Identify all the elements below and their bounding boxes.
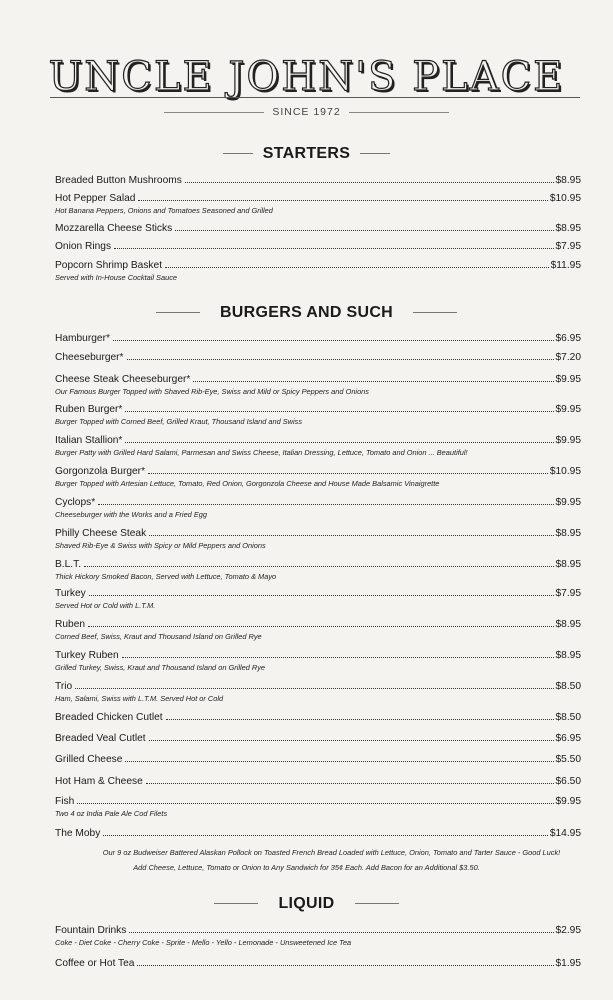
- item-price: $8.50: [555, 712, 581, 723]
- item-price: $14.95: [549, 828, 581, 839]
- menu-item: [55, 404, 581, 426]
- item-name: Onion Rings: [55, 241, 112, 252]
- item-price: $7.95: [555, 588, 581, 599]
- item-price: $8.95: [555, 650, 581, 661]
- item-price: $2.95: [555, 925, 581, 936]
- dot-leader: [138, 200, 547, 201]
- item-description: Corned Beef, Swiss, Kraut and Thousand Island on Grilled Rye: [55, 632, 262, 641]
- dot-leader: [148, 473, 548, 474]
- item-description: Served Hot or Cold with L.T.M.: [55, 601, 156, 610]
- dot-leader: [149, 535, 553, 536]
- item-price: $7.95: [555, 241, 581, 252]
- dot-leader: [127, 359, 554, 360]
- item-name: Turkey Ruben: [55, 650, 119, 661]
- item-name: Breaded Button Mushrooms: [55, 175, 182, 186]
- menu-item: [55, 619, 581, 641]
- item-name: Philly Cheese Steak: [55, 528, 147, 539]
- item-price: $8.95: [555, 619, 581, 630]
- item-description: Our Famous Burger Topped with Shaved Rib-Eye, Swiss and Mild or Spicy Peppers and Onions: [55, 387, 369, 396]
- item-description: Hot Banana Peppers, Onions and Tomatoes Seasoned and Grilled: [55, 206, 273, 215]
- item-name: Cheese Steak Cheeseburger*: [55, 374, 191, 385]
- dot-leader: [125, 442, 553, 443]
- dot-leader: [175, 230, 553, 231]
- item-description: Burger Topped with Artesian Lettuce, Tomato, Red Onion, Gorgonzola Cheese and House Made Balsamic Vinaigrette: [55, 479, 440, 488]
- dot-leader: [149, 740, 554, 741]
- item-price: $6.95: [555, 333, 581, 344]
- item-price: $6.50: [555, 776, 581, 787]
- item-description: Grilled Turkey, Swiss, Kraut and Thousand Island on Grilled Rye: [55, 663, 266, 672]
- item-name: Italian Stallion*: [55, 435, 123, 446]
- dot-leader: [88, 626, 553, 627]
- menu-item: [55, 754, 581, 766]
- dot-leader: [84, 566, 553, 567]
- item-name: Gorgonzola Burger*: [55, 466, 146, 477]
- dot-leader: [103, 835, 548, 836]
- item-price: $1.95: [555, 958, 581, 969]
- item-name: Fish: [55, 796, 75, 807]
- menu-item: [55, 958, 581, 970]
- restaurant-title: UNCLE JOHN'S PLACE: [48, 54, 565, 100]
- item-name: Hot Pepper Salad: [55, 193, 136, 204]
- item-name: Mozzarella Cheese Sticks: [55, 223, 173, 234]
- menu-item: [55, 925, 581, 947]
- menu-item: [55, 352, 581, 364]
- item-price: $9.95: [555, 404, 581, 415]
- item-price: $6.95: [555, 733, 581, 744]
- menu-item: [55, 193, 581, 215]
- dot-leader: [89, 595, 554, 596]
- item-price: $9.95: [555, 796, 581, 807]
- dot-leader: [165, 267, 549, 268]
- menu-item: [55, 733, 581, 745]
- moby-note: Our 9 oz Budweiser Battered Alaskan Pollock on Toasted French Bread Loaded with Lettuce, Onion, Tomato and Tarter Sauce - Good Luck!: [102, 848, 561, 857]
- heading-dash: [355, 903, 399, 904]
- item-name: Grilled Cheese: [55, 754, 123, 765]
- item-description: Ham, Salami, Swiss with L.T.M. Served Hot or Cold: [55, 694, 224, 703]
- section-title-text: STARTERS: [262, 145, 351, 162]
- menu-item: [55, 528, 581, 550]
- heading-dash: [413, 312, 457, 313]
- item-name: Hot Ham & Cheese: [55, 776, 143, 787]
- section-title-starters: [0, 145, 613, 163]
- dot-leader: [185, 182, 554, 183]
- item-price: $8.95: [555, 528, 581, 539]
- item-description: Burger Topped with Corned Beef, Grilled Kraut, Thousand Island and Swiss: [55, 417, 303, 426]
- dot-leader: [129, 932, 553, 933]
- dot-leader: [98, 504, 553, 505]
- item-price: $10.95: [549, 193, 581, 204]
- item-price: $8.95: [555, 559, 581, 570]
- menu-item: [55, 374, 581, 396]
- dot-leader: [113, 340, 554, 341]
- menu-item: [55, 175, 581, 187]
- item-name: Trio: [55, 681, 73, 692]
- item-name: Turkey: [55, 588, 86, 599]
- item-name: Hamburger*: [55, 333, 110, 344]
- menu-item: [55, 828, 581, 840]
- item-name: B.L.T.: [55, 559, 82, 570]
- menu-item: [55, 559, 581, 581]
- item-name: Cyclops*: [55, 497, 96, 508]
- title-rule: [50, 97, 580, 98]
- menu-item: [55, 497, 581, 519]
- menu-item: [55, 260, 581, 282]
- section-title-text: BURGERS AND SUCH: [219, 304, 394, 321]
- menu-item: [55, 466, 581, 488]
- section-title-burgers: [0, 304, 613, 322]
- item-price: $5.50: [555, 754, 581, 765]
- item-price: $8.50: [555, 681, 581, 692]
- heading-dash: [156, 312, 200, 313]
- menu-item: [55, 588, 581, 610]
- dot-leader: [125, 761, 553, 762]
- item-description: Coke - Diet Coke - Cherry Coke - Sprite - Mello - Yello - Lemonade - Unsweetened Ice Tea: [55, 938, 352, 947]
- menu-item: [55, 650, 581, 672]
- menu-item: [55, 681, 581, 703]
- item-name: Fountain Drinks: [55, 925, 127, 936]
- dot-leader: [137, 965, 553, 966]
- dot-leader: [114, 248, 553, 249]
- dot-leader: [77, 803, 553, 804]
- dot-leader: [125, 411, 553, 412]
- item-price: $9.95: [555, 374, 581, 385]
- menu-item: [55, 776, 581, 788]
- item-description: Cheeseburger with the Works and a Fried Egg: [55, 510, 207, 519]
- item-name: Breaded Chicken Cutlet: [55, 712, 163, 723]
- section-title-text: LIQUID: [278, 895, 335, 912]
- addon-note: Add Cheese, Lettuce, Tomato or Onion to Any Sandwich for 35¢ Each. Add Bacon for an Additional $3.50.: [133, 863, 480, 872]
- item-name: Breaded Veal Cutlet: [55, 733, 146, 744]
- heading-dash: [360, 153, 390, 154]
- menu-item: [55, 796, 581, 818]
- item-name: Cheeseburger*: [55, 352, 124, 363]
- item-price: $11.95: [550, 260, 581, 271]
- section-title-liquid: [0, 895, 613, 913]
- item-name: The Moby: [55, 828, 101, 839]
- item-name: Popcorn Shrimp Basket: [55, 260, 163, 271]
- item-description: Thick Hickory Smoked Bacon, Served with Lettuce, Tomato & Mayo: [55, 572, 277, 581]
- dot-leader: [193, 381, 553, 382]
- dot-leader: [166, 719, 554, 720]
- item-description: Burger Patty with Grilled Hard Salami, Parmesan and Swiss Cheese, Italian Dressing, Lettuce, Tomato and Onion ... Beautiful!: [55, 448, 468, 457]
- item-price: $8.95: [555, 175, 581, 186]
- menu-item: [55, 333, 581, 345]
- item-name: Ruben: [55, 619, 86, 630]
- item-name: Ruben Burger*: [55, 404, 123, 415]
- item-description: Served with In-House Cocktail Sauce: [55, 273, 178, 282]
- menu-item: [55, 435, 581, 457]
- item-description: Shaved Rib-Eye & Swiss with Spicy or Mild Peppers and Onions: [55, 541, 266, 550]
- heading-dash: [214, 903, 258, 904]
- item-description: Two 4 oz India Pale Ale Cod Filets: [55, 809, 168, 818]
- item-price: $10.95: [549, 466, 581, 477]
- item-price: $7.20: [555, 352, 581, 363]
- item-price: $9.95: [555, 435, 581, 446]
- dot-leader: [146, 783, 554, 784]
- dot-leader: [122, 657, 554, 658]
- dot-leader: [75, 688, 553, 689]
- menu-item: [55, 223, 581, 235]
- item-price: $9.95: [555, 497, 581, 508]
- menu-item: [55, 241, 581, 253]
- item-name: Coffee or Hot Tea: [55, 958, 135, 969]
- item-price: $8.95: [555, 223, 581, 234]
- menu-item: [55, 712, 581, 724]
- since-label: SINCE 1972: [0, 106, 613, 118]
- heading-dash: [223, 153, 253, 154]
